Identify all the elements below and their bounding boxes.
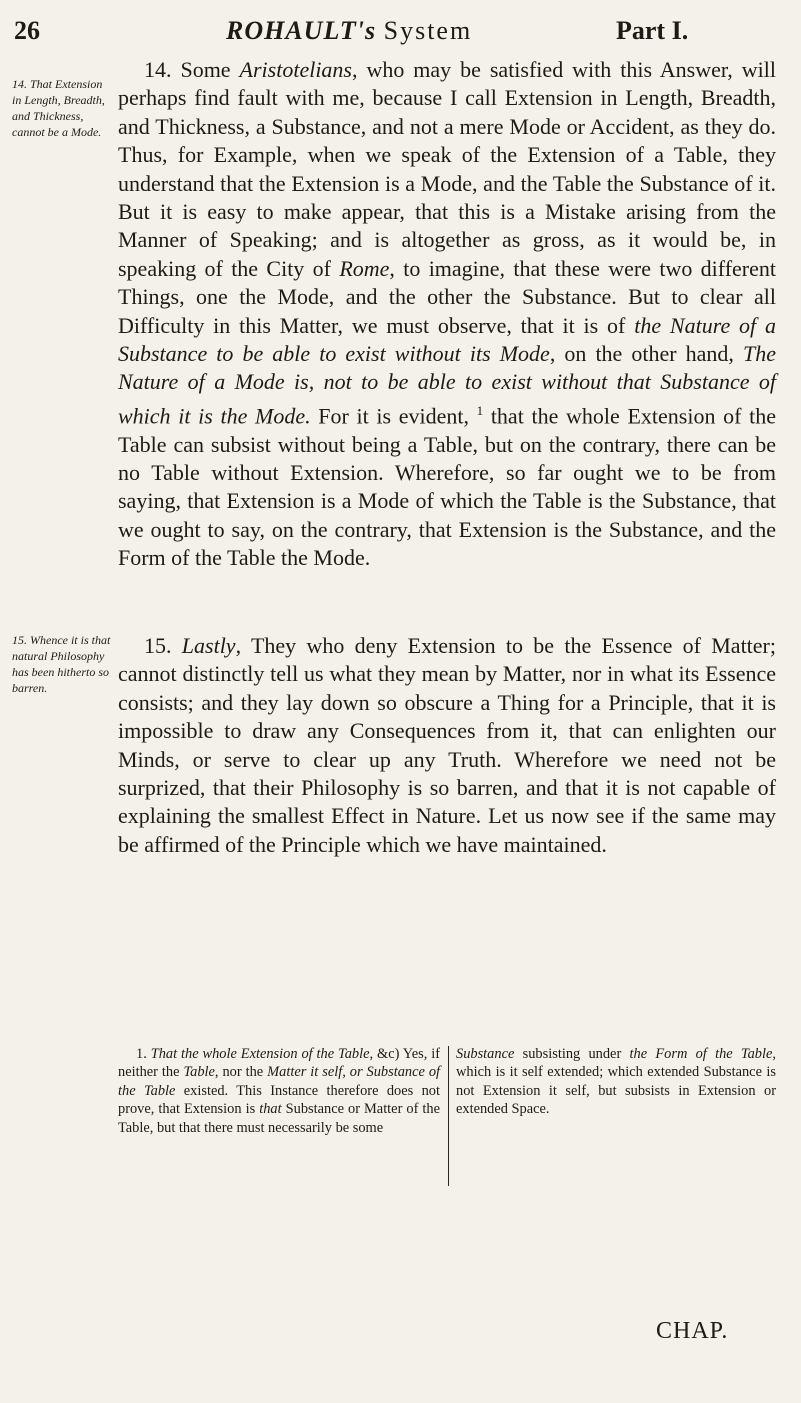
footnote-em: That the whole Extension of the Table — [150, 1046, 370, 1062]
running-title — [226, 16, 472, 46]
footnote-text: subsisting under — [514, 1046, 630, 1062]
footnote-divider — [448, 1046, 449, 1186]
margin-note-14: 14. That Extension in Length, Breadth, and Thickness, cannot be a Mode. — [12, 77, 105, 139]
footnote-em: Substance — [456, 1046, 515, 1062]
footnote-left-column — [118, 1045, 440, 1137]
footnote-text: , nor the — [214, 1064, 268, 1081]
footnote-em: that — [259, 1101, 282, 1118]
paragraph-14 — [118, 56, 776, 573]
para-text: , on the other hand, — [549, 341, 743, 367]
footnote-text: Substance or Matter of the Table, but that there must necessarily be some — [118, 1101, 440, 1136]
footnote-text: , &c) Yes, if neither the — [118, 1046, 440, 1081]
para-em: Rome — [339, 255, 390, 281]
catchword: CHAP. — [656, 1318, 729, 1344]
para-em: Lastly — [181, 633, 236, 658]
footnote-em: the Form of the Table — [629, 1046, 773, 1062]
para-lead: 14. Some — [144, 57, 240, 82]
para-text: , They who deny Extension to be the Essence of Matter; cannot distinctly tell us what they mean by Matter, nor in what its Essence consists; and they lay down so obscure a Thing for a Principle, that it is impossible to draw any Consequences from it, that can enlighten our Minds, or serve to clear up any Truth. Wherefore we need not be surprized, that their Philosophy is so barren, and that it is not capable of explaining the smallest Effect in Nature. Let us now see if the same may be affirmed of the Principle which we have maintained. — [118, 633, 776, 857]
footnote-ref: 1 — [476, 402, 484, 418]
footnote-em: Matter it self, or Substance of the Table — [118, 1064, 441, 1099]
para-em: The Nature of a Mode is, not to be able to exist without that Substance of which it is the Mode. — [118, 341, 776, 429]
footnote-text: existed. This Instance therefore does not prove, that Extension is — [118, 1082, 440, 1118]
margin-note-15: 15. Whence it is that natural Philosophy has been hitherto so barren. — [12, 633, 111, 695]
page-number: 26 — [14, 16, 40, 45]
para-text: that the whole Extension of the Table can subsist without being a Table, but on the contrary, there can be no Table without Extension. Wherefore, so far ought we to be from saying, that Extension is a Mode of which the Table is the Substance, that we ought to say, on the contrary, that Extension is the Substance, and the Form of the Table the Mode. — [118, 403, 776, 571]
author-name: ROHAULT's — [226, 16, 377, 45]
footnote-num: 1. — [136, 1046, 151, 1062]
footnote-right-column — [456, 1045, 776, 1119]
running-head — [0, 12, 801, 52]
footnote-text: , which is it self extended; which extended Substance is not Extension it self, but subsists in Extension or extended Space. — [456, 1046, 776, 1118]
para-lead: 15. — [144, 633, 182, 658]
para-em: Aristotelians — [239, 57, 352, 82]
part-label: Part I. — [616, 16, 689, 45]
paragraph-15 — [118, 632, 776, 859]
work-title: System — [383, 16, 473, 45]
para-text: For it is evident, — [310, 403, 477, 429]
footnote-em: Table — [183, 1064, 215, 1081]
para-text: , who may be satisfied with this Answer, will perhaps find fault with me, because I call Extension in Length, Breadth, and Thickness, a Substance, and not a mere Mode or Accident, as they do. Thus, for Example, when we speak of the Extension of a Table, they understand that the Extension is a Mode, and the Table the Substance of it. But it is easy to make appear, that this is a Mistake arising from the Manner of Speaking; and is altogether as gross, as it would be, in speaking of the City of — [118, 57, 776, 281]
para-em: the Nature of a Substance to be able to exist without its Mode — [118, 312, 776, 367]
para-text: , to imagine, that these were two different Things, one the Mode, and the other the Substance. But to clear all Difficulty in this Matter, we must observe, that it is of — [118, 255, 776, 338]
